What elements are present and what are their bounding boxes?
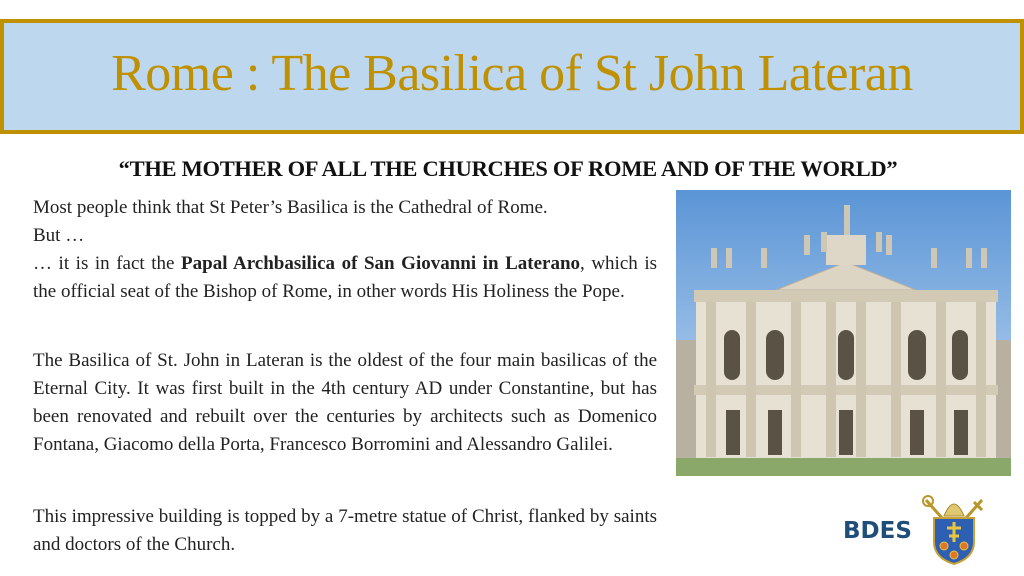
intro-line: But … xyxy=(33,225,85,246)
basilica-photo xyxy=(676,190,1011,476)
slide-title: Rome : The Basilica of St John Lateran xyxy=(111,45,913,102)
intro-text: … it is in fact the xyxy=(33,253,182,274)
paragraph-statue: This impressive building is topped by a 7-metre statue of Christ, flanked by saints and doctors of the Church. xyxy=(33,506,657,555)
paragraph-history: The Basilica of St. John in Lateran is the oldest of the four main basilicas of the Eternal City. It was first built in the 4th century AD under Constantine, but has been renovated and rebuilt over the centuries by architects such as Domenico Fontana, Giacomo della Porta, Francesco Borromini and Alessandro Galilei. xyxy=(33,350,657,455)
intro-text: , which is the official seat of the Bishop of Rome, in other words His Holiness the Pope. xyxy=(33,253,657,302)
title-banner xyxy=(0,19,1024,134)
diocese-crest-logo xyxy=(920,492,988,568)
paragraph-intro xyxy=(33,194,657,306)
bdes-logo-text: BDES xyxy=(843,518,912,544)
slide-subtitle: “THE MOTHER OF ALL THE CHURCHES OF ROME AND OF THE WORLD” xyxy=(118,156,898,181)
basilica-name: Papal Archbasilica of San Giovanni in Laterano xyxy=(181,253,581,274)
intro-line: Most people think that St Peter’s Basilica is the Cathedral of Rome. xyxy=(33,197,548,218)
